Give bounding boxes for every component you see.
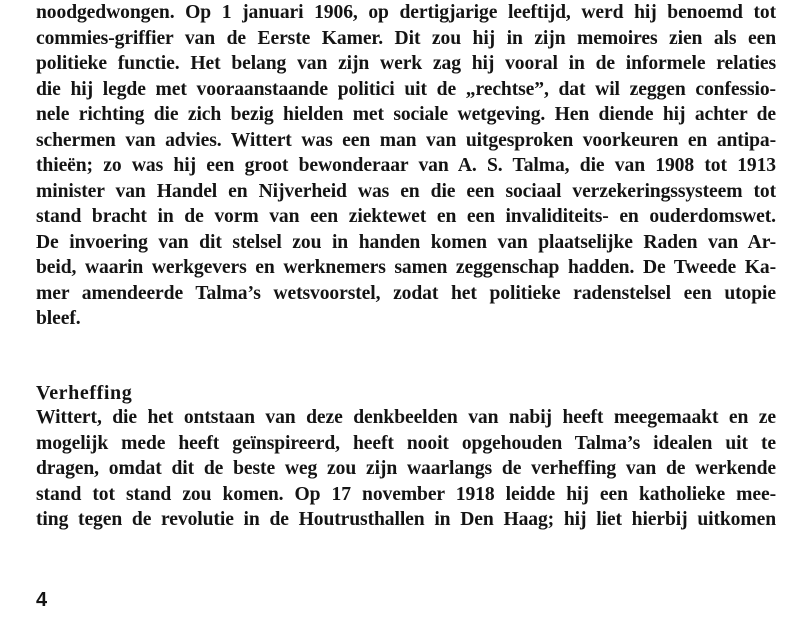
- text-line: die hij legde met vooraanstaande politici uit de „rechtse”, dat wil zeggen confessio-: [36, 78, 776, 100]
- text-line: noodgedwongen. Op 1 januari 1906, op dertigjarige leeftijd, werd hij benoemd tot: [36, 2, 776, 23]
- body-paragraph-1: [36, 0, 776, 332]
- text-line: stand bracht in de vorm van een ziektewet en een invaliditeits- en ouderdomswet.: [36, 206, 776, 227]
- text-line: De invoering van dit stelsel zou in handen komen van plaatselijke Raden van Ar-: [36, 231, 776, 253]
- text-line: dragen, omdat dit de beste weg zou zijn waarlangs de verheffing van de werkende: [36, 458, 776, 479]
- text-line: mer amendeerde Talma’s wetsvoorstel, zodat het politieke radenstelsel een utopie: [36, 282, 776, 304]
- text-line: beid, waarin werkgevers en werknemers samen zeggenschap hadden. De Tweede Ka-: [36, 257, 776, 278]
- text-line: Wittert, die het ontstaan van deze denkbeelden van nabij heeft meegemaakt en ze: [36, 407, 776, 428]
- text-line: politieke functie. Het belang van zijn werk zag hij vooral in de informele relaties: [36, 53, 776, 74]
- section-heading: Verheffing: [36, 382, 133, 404]
- body-paragraph-2: [36, 405, 776, 533]
- text-line: ting tegen de revolutie in de Houtrusthallen in Den Haag; hij liet hierbij uitkomen: [36, 509, 776, 530]
- page-number: 4: [36, 589, 48, 611]
- text-line: stand tot stand zou komen. Op 17 november 1918 leidde hij een katholieke mee-: [36, 483, 776, 505]
- text-line: nele richting die zich bezig hielden met sociale wetgeving. Hen diende hij achter de: [36, 104, 776, 125]
- text-line: bleef.: [36, 308, 81, 329]
- text-line: commies-griffier van de Eerste Kamer. Dit zou hij in zijn memoires zien als een: [36, 27, 776, 49]
- text-line: mogelijk mede heeft geïnspireerd, heeft nooit opgehouden Talma’s idealen uit te: [36, 432, 776, 454]
- text-line: thieën; zo was hij een groot bewonderaar van A. S. Talma, die van 1908 tot 1913: [36, 155, 776, 176]
- text-line: minister van Handel en Nijverheid was en die een sociaal verzekeringssysteem tot: [36, 180, 776, 202]
- text-line: schermen van advies. Wittert was een man van uitgesproken voorkeuren en antipa-: [36, 129, 776, 151]
